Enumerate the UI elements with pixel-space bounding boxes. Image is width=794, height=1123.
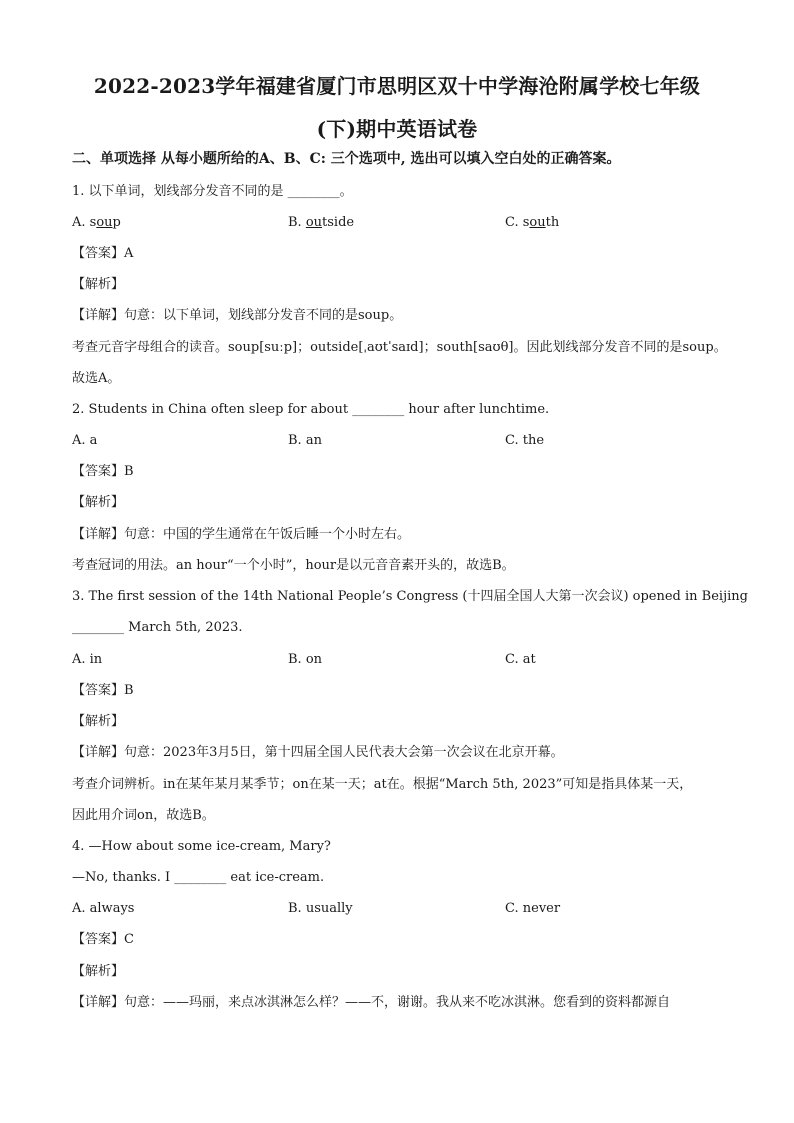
q4-stem-line-2: —No, thanks. I ________ eat ice-cream. (72, 870, 325, 885)
q1-option-b-underlined: ou (305, 215, 323, 230)
q4-stem-line-1: 4. —How about some ice-cream, Mary? (72, 839, 331, 854)
q2-stem: 2. Students in China often sleep for about ________ hour after lunchtime. (72, 402, 550, 417)
q3-stem-line-2: ________ March 5th, 2023. (72, 620, 243, 635)
q1-stem: 1. 以下单词，划线部分发音不同的是 ________。 (72, 184, 353, 199)
q1-option-a-suffix: p (112, 215, 121, 230)
q3-stem-line-1: 3. The first session of the 14th National People’s Congress (十四届全国人大第一次会议) opened in Beijing (72, 589, 748, 604)
q3-option-b: B. on (288, 652, 323, 667)
q2-option-b: B. an (288, 433, 322, 448)
q1-option-b (288, 214, 354, 232)
q1-analysis-label: 【解析】 (72, 277, 125, 292)
q3-option-a: A. in (72, 652, 103, 667)
q1-option-b-prefix: B. (288, 215, 306, 230)
q4-option-c: C. never (505, 901, 561, 916)
q1-option-c-prefix: C. s (505, 215, 530, 230)
q2-analysis-label: 【解析】 (72, 495, 125, 510)
section-heading: 二、单项选择 从每小题所给的A、B、C: 三个选项中, 选出可以填入空白处的正确答案。 (72, 151, 621, 167)
q1-option-c (505, 214, 559, 232)
q1-option-c-underlined: ou (529, 215, 546, 230)
q4-answer: 【答案】C (72, 932, 134, 947)
q1-option-b-suffix: tside (322, 215, 355, 230)
q3-detail-3: 因此用介词on，故选B。 (72, 808, 215, 823)
q3-analysis-label: 【解析】 (72, 714, 125, 729)
q1-detail-3: 故选A。 (72, 371, 121, 386)
q3-option-c: C. at (505, 652, 536, 667)
q2-option-c: C. the (505, 433, 545, 448)
q2-detail-1: 【详解】句意：中国的学生通常在午饭后睡一个小时左右。 (72, 527, 411, 542)
q3-detail-1: 【详解】句意：2023年3月5日，第十四届全国人民代表大会第一次会议在北京开幕。 (72, 745, 564, 760)
q1-answer: 【答案】A (72, 246, 134, 261)
q1-option-c-suffix: th (545, 215, 560, 230)
q4-option-b: B. usually (288, 901, 353, 916)
q1-detail-1: 【详解】句意：以下单词，划线部分发音不同的是soup。 (72, 308, 403, 323)
q2-option-a: A. a (72, 433, 98, 448)
document-title-line-1: 2022-2023学年福建省厦门市思明区双十中学海沧附属学校七年级 (93, 74, 701, 98)
q3-detail-2: 考查介词辨析。in在某年某月某季节；on在某一天；at在。根据“March 5th, 2023”可知是指具体某一天， (72, 777, 693, 792)
q1-option-a (72, 214, 121, 232)
q3-answer: 【答案】B (72, 683, 134, 698)
q4-option-a: A. always (72, 901, 135, 916)
q1-option-a-prefix: A. s (72, 215, 97, 230)
q2-answer: 【答案】B (72, 464, 134, 479)
q4-analysis-label: 【解析】 (72, 964, 125, 979)
q1-option-a-underlined: ou (96, 215, 113, 230)
document-title-line-2: (下)期中英语试卷 (316, 117, 478, 141)
q2-detail-2: 考查冠词的用法。an hour“一个小时”，hour是以元音音素开头的，故选B。 (72, 558, 515, 573)
q4-detail-1: 【详解】句意：——玛丽，来点冰淇淋怎么样？——不，谢谢。我从来不吃冰淇淋。您看到的资料都源自 (72, 995, 671, 1010)
q1-detail-2: 考查元音字母组合的读音。soup[suːp]；outside[ˌaʊtˈsaɪd]；south[saʊθ]。因此划线部分发音不同的是soup。 (72, 340, 727, 355)
